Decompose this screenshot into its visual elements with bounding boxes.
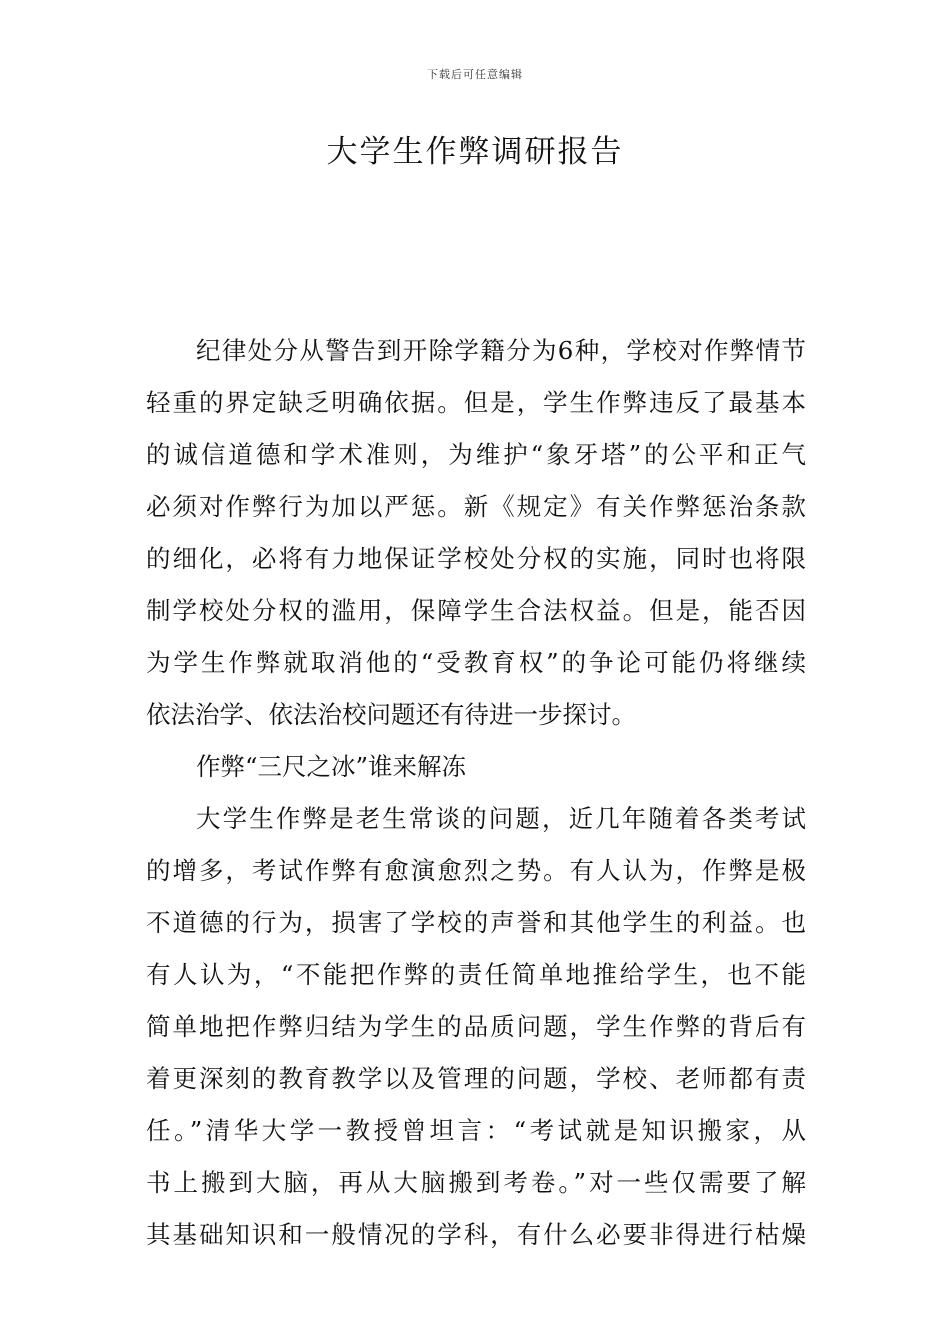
body-line: 大学生作弊是老生常谈的问题，近几年随着各类考试 (196, 804, 806, 833)
body-line: 书上搬到大脑，再从大脑搬到考卷。”对一些仅需要了解 (146, 1168, 806, 1197)
body-line: 纪律处分从警告到开除学籍分为6种，学校对作弊情节 (196, 336, 806, 365)
body-line: 有人认为，“不能把作弊的责任简单地推给学生，也不能 (146, 960, 806, 989)
body-line: 着更深刻的教育教学以及管理的问题，学校、老师都有责 (146, 1064, 806, 1093)
body-line: 依法治学、依法治校问题还有待进一步探讨。 (146, 700, 636, 729)
body-line: 的增多，考试作弊有愈演愈烈之势。有人认为，作弊是极 (146, 856, 806, 885)
section-heading: 作弊“三尺之冰”谁来解冻 (196, 752, 467, 781)
body-line: 的诚信道德和学术准则，为维护“象牙塔”的公平和正气 (146, 440, 806, 469)
body-line: 任。”清华大学一教授曾坦言：“考试就是知识搬家，从 (146, 1116, 806, 1145)
body-line: 轻重的界定缺乏明确依据。但是，学生作弊违反了最基本 (146, 388, 806, 417)
document-title: 大学生作弊调研报告 (326, 134, 624, 170)
body-line: 制学校处分权的滥用，保障学生合法权益。但是，能否因 (146, 596, 806, 625)
body-line: 不道德的行为，损害了学校的声誉和其他学生的利益。也 (146, 908, 806, 937)
body-line: 其基础知识和一般情况的学科，有什么必要非得进行枯燥 (146, 1220, 806, 1249)
document-body (146, 325, 806, 1261)
body-line: 的细化，必将有力地保证学校处分权的实施，同时也将限 (146, 544, 806, 573)
body-line: 必须对作弊行为加以严惩。新《规定》有关作弊惩治条款 (146, 492, 806, 521)
header-note: 下载后可任意编辑 (427, 68, 523, 81)
body-line: 为学生作弊就取消他的“受教育权”的争论可能仍将继续 (146, 648, 806, 677)
body-line: 简单地把作弊归结为学生的品质问题，学生作弊的背后有 (146, 1012, 806, 1041)
